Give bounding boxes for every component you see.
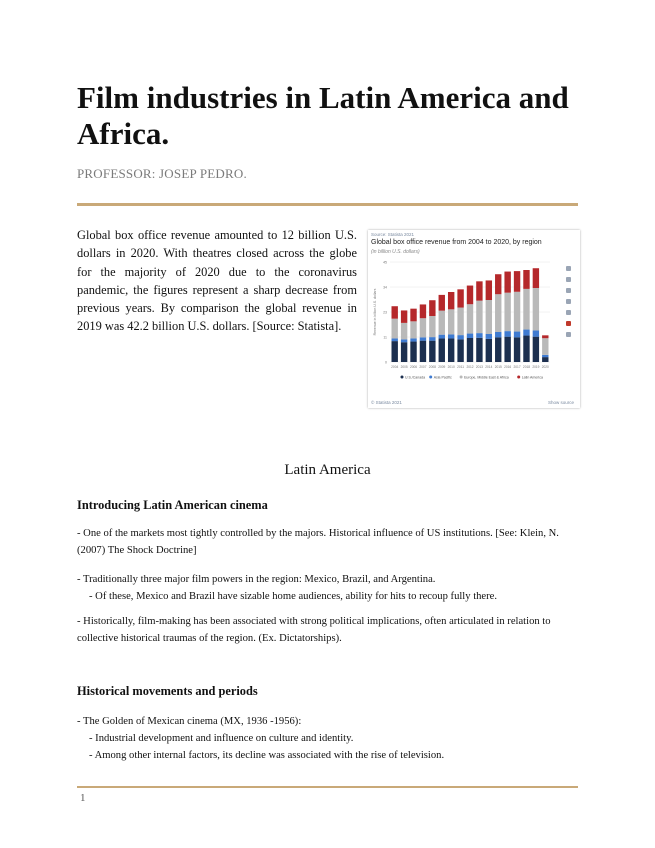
chart-bar-segment (495, 337, 501, 362)
chart-x-tick-label: 2014 (485, 365, 493, 369)
embedded-chart (368, 230, 580, 408)
chart-x-tick-label: 2011 (457, 365, 465, 369)
chart-bar-segment (467, 304, 473, 333)
golden-age-main: - The Golden of Mexican cinema (MX, 1936 -1956): (77, 716, 302, 727)
chart-x-tick-label: 2012 (466, 365, 474, 369)
heading-introducing-cinema: Introducing Latin American cinema (77, 498, 268, 512)
chart-bar-segment (495, 332, 501, 337)
chart-x-tick-label: 2010 (447, 365, 455, 369)
chart-legend-swatch (517, 376, 520, 379)
chart-bar-segment (476, 333, 482, 338)
chart-x-tick-label: 2019 (532, 365, 540, 369)
chart-bar-segment (429, 300, 435, 316)
chart-bar-segment (542, 357, 548, 362)
chart-bar-segment (392, 341, 398, 362)
paragraph-golden-age (77, 713, 579, 764)
chart-bar-segment (410, 321, 416, 338)
page-number: 1 (80, 792, 86, 804)
chart-y-tick-label: 45 (383, 260, 387, 265)
chart-x-tick-label: 2015 (494, 365, 502, 369)
chart-bar-segment (457, 335, 463, 339)
chart-bar-segment (410, 342, 416, 362)
chart-bar-segment (504, 337, 510, 362)
film-powers-main: - Traditionally three major film powers in the region: Mexico, Brazil, and Argentina. (77, 574, 436, 585)
chart-bar-segment (429, 337, 435, 341)
top-divider (77, 203, 578, 206)
chart-x-tick-label: 2020 (541, 365, 549, 369)
chart-x-tick-label: 2008 (428, 365, 436, 369)
chart-x-tick-label: 2009 (438, 365, 446, 369)
chart-bar-segment (467, 286, 473, 305)
professor-subtitle: PROFESSOR: JOSEP PEDRO. (77, 166, 247, 181)
chart-footer-right[interactable]: Show source (547, 400, 574, 405)
chart-bar-segment (410, 309, 416, 322)
chart-bar-segment (514, 337, 520, 362)
chart-bar-segment (392, 338, 398, 341)
film-powers-sub: - Of these, Mexico and Brazil have sizable home audiences, ability for hits to recoup fully there. (89, 591, 498, 602)
chart-legend-swatch (460, 376, 463, 379)
chart-x-tick-label: 2007 (419, 365, 427, 369)
chart-x-tick-label: 2017 (513, 365, 521, 369)
golden-age-sub-1: - Industrial development and influence on culture and identity. (89, 733, 354, 744)
chart-bar-segment (495, 294, 501, 332)
chart-bar-segment (486, 339, 492, 362)
chart-bar-segment (448, 338, 454, 362)
section-title-latin-america: Latin America (284, 462, 371, 478)
chart-source-label: Source: Statista 2021 (371, 232, 415, 237)
chart-bar-segment (514, 292, 520, 332)
chart-bar-segment (486, 280, 492, 300)
chart-bar-segment (495, 274, 501, 294)
chart-bar-segment (420, 337, 426, 340)
chart-bar-segment (392, 319, 398, 339)
chart-bar-segment (401, 323, 407, 339)
chart-bar-segment (410, 338, 416, 341)
chart-bar-segment (420, 341, 426, 362)
chart-plot (368, 230, 580, 408)
chart-bar-segment (448, 309, 454, 334)
chart-x-tick-label: 2006 (409, 365, 418, 369)
chart-bar-segment (476, 281, 482, 300)
chart-bar-segment (523, 270, 529, 289)
chart-bar-segment (476, 338, 482, 362)
intro-paragraph: Global box office revenue amounted to 12 billion U.S. dollars in 2020. With theatres closed across the globe for the majority of 2020 due to the coronavirus pandemic, the figures represent a sharp decrease from previous years. By comparison the global revenue in 2019 was 42.2 billion U.S. dollars. [Source: Statista]. (77, 228, 357, 334)
paragraph-political: - Historically, film-making has been associated with strong political implications, often articulated in relation to collective historical traumas of the region. (Ex. Dictatorships). (77, 616, 551, 644)
chart-toolbar-icon (566, 299, 571, 304)
chart-legend-swatch (429, 376, 432, 379)
bottom-divider (77, 786, 578, 788)
chart-bar-segment (514, 332, 520, 338)
chart-bar-segment (533, 330, 539, 336)
chart-footer-left: © Statista 2021 (371, 400, 402, 405)
chart-legend-label: U.S./Canada (405, 375, 426, 380)
chart-bar-segment (467, 338, 473, 362)
chart-y-tick-label: 0 (385, 360, 387, 365)
chart-legend-label: Asia Pacific (433, 375, 452, 380)
chart-bar-segment (392, 306, 398, 318)
chart-bar-segment (467, 334, 473, 338)
chart-bar-segment (486, 334, 492, 339)
chart-bar-segment (457, 308, 463, 336)
chart-bar-segment (448, 292, 454, 309)
chart-bar-segment (523, 336, 529, 362)
golden-age-sub-2: - Among other internal factors, its decline was associated with the rise of television. (89, 750, 445, 761)
chart-bar-segment (523, 289, 529, 330)
chart-bar-segment (439, 311, 445, 335)
chart-toolbar-icon (566, 277, 571, 282)
chart-x-tick-label: 2018 (522, 365, 531, 369)
chart-y-tick-label: 23 (383, 310, 387, 315)
chart-bar-segment (542, 335, 548, 338)
chart-legend-label: Latin America (521, 375, 543, 380)
chart-bar-segment (542, 338, 548, 355)
chart-bar-segment (401, 339, 407, 342)
chart-subtitle: (in billion U.S. dollars) (371, 249, 420, 255)
chart-y-tick-label: 34 (383, 285, 387, 290)
chart-bar-segment (420, 304, 426, 318)
chart-bar-segment (542, 355, 548, 357)
chart-bar-segment (457, 289, 463, 307)
chart-bar-segment (533, 288, 539, 330)
chart-x-tick-label: 2016 (504, 365, 512, 369)
chart-bar-segment (504, 293, 510, 331)
chart-bar-segment (457, 339, 463, 362)
chart-bar-segment (504, 331, 510, 337)
chart-bar-segment (420, 318, 426, 337)
chart-bar-segment (504, 272, 510, 293)
chart-toolbar-icon (566, 332, 571, 337)
chart-bar-segment (429, 316, 435, 337)
chart-bar-segment (439, 338, 445, 362)
chart-x-tick-label: 2004 (391, 365, 399, 369)
chart-bar-segment (486, 300, 492, 334)
chart-x-tick-label: 2005 (400, 365, 408, 369)
chart-legend-label: Europe, Middle East & Africa (464, 375, 509, 380)
chart-bar-segment (514, 271, 520, 292)
chart-bar-segment (523, 330, 529, 336)
chart-y-axis-label: Revenue in billion U.S. dollars (373, 288, 377, 336)
chart-bar-segment (401, 310, 407, 322)
chart-toolbar-icon (566, 321, 571, 326)
chart-bar-segment (439, 335, 445, 339)
chart-x-tick-label: 2013 (475, 365, 483, 369)
chart-bar-segment (533, 268, 539, 288)
chart-toolbar-icon (566, 266, 571, 271)
chart-bar-segment (439, 295, 445, 311)
chart-y-tick-label: 11 (383, 335, 387, 340)
chart-bar-segment (533, 337, 539, 362)
chart-toolbar-icon (566, 310, 571, 315)
chart-bar-segment (401, 342, 407, 362)
paragraph-majors: - One of the markets most tightly controlled by the majors. Historical influence of US institutions. [See: Klein, N. (2007) The Shock Doctrine] (77, 528, 559, 556)
document-title: Film industries in Latin America and Africa. (77, 80, 569, 151)
chart-legend-swatch (401, 376, 404, 379)
chart-bar-segment (476, 301, 482, 333)
chart-title: Global box office revenue from 2004 to 2020, by region (371, 239, 542, 246)
chart-bar-segment (448, 334, 454, 338)
heading-historical-movements: Historical movements and periods (77, 684, 258, 698)
paragraph-film-powers (77, 571, 579, 605)
chart-bar-segment (429, 341, 435, 362)
chart-toolbar-icon (566, 288, 571, 293)
